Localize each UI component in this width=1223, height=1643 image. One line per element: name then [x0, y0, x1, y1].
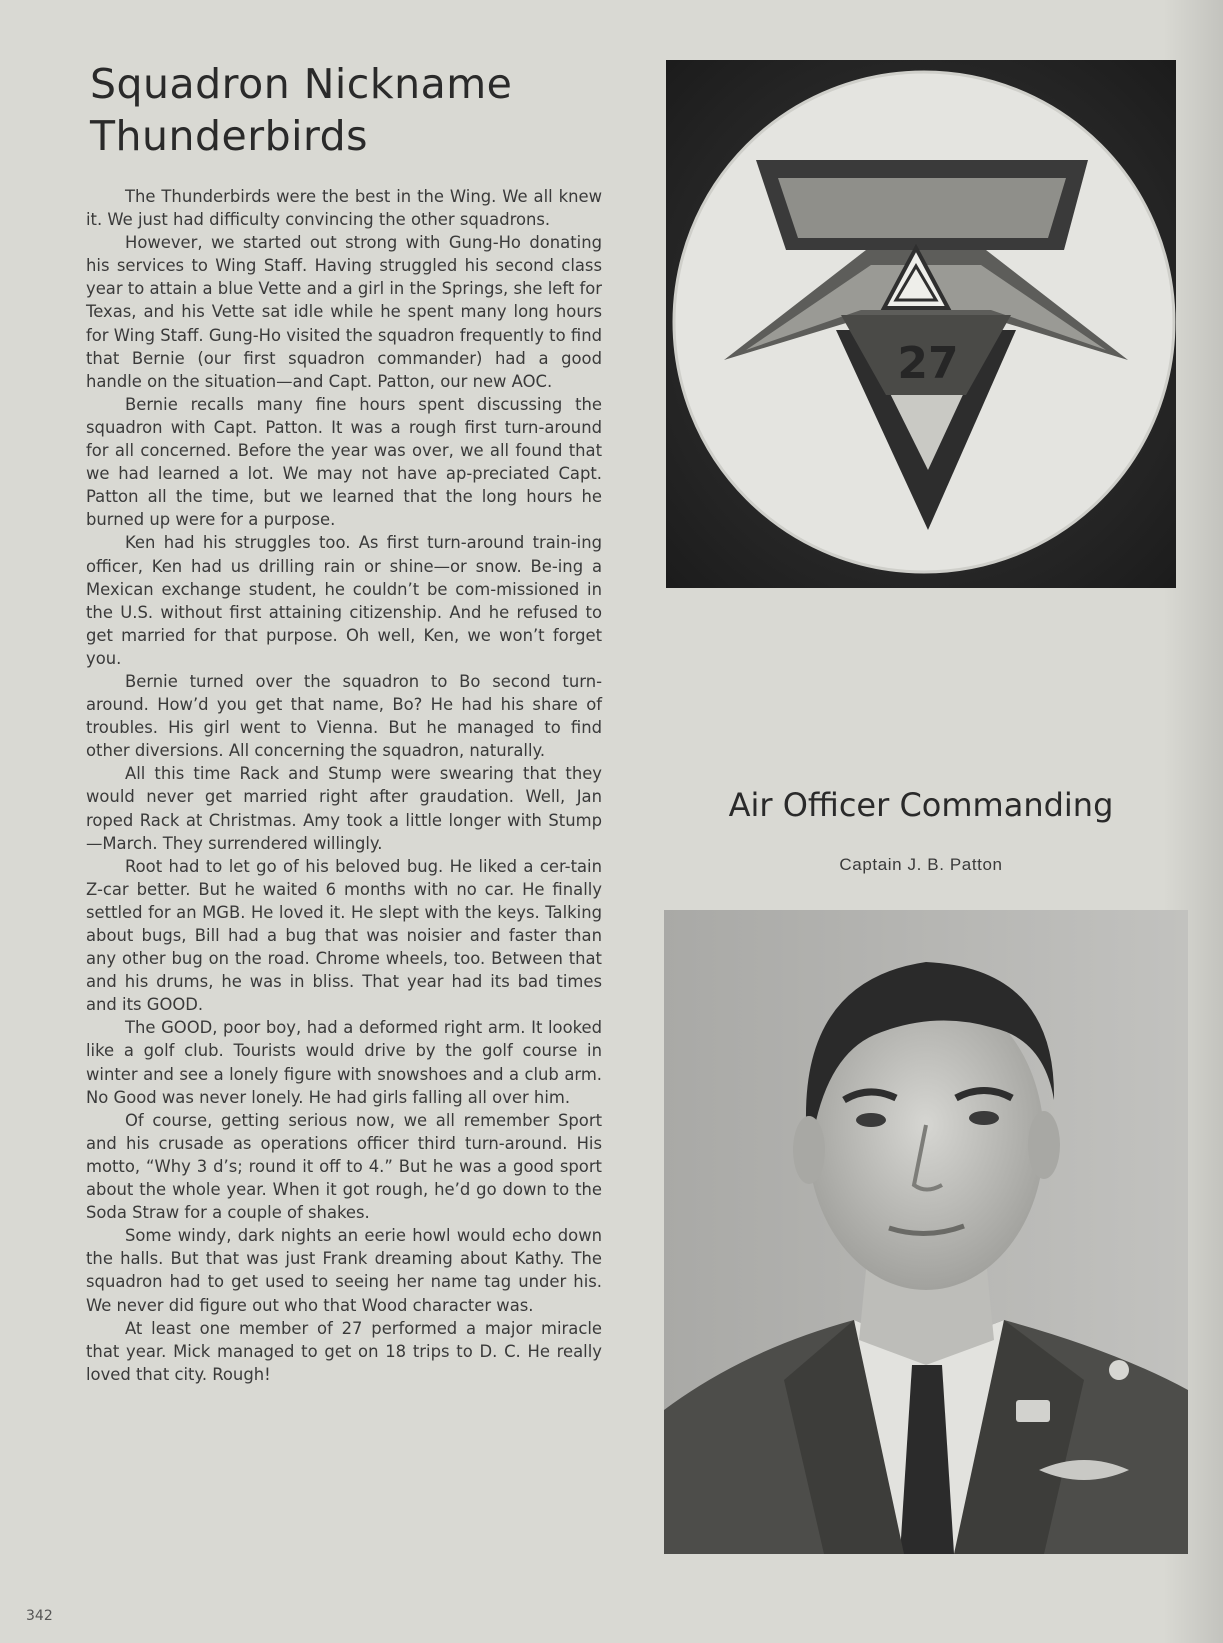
- article-body: [86, 185, 602, 1386]
- article-paragraph: At least one member of 27 performed a major miracle that year. Mick managed to get on 18 trips to D. C. He really loved that city. Rough!: [86, 1318, 602, 1384]
- squadron-patch-image: [666, 60, 1176, 588]
- article-heading: [90, 58, 610, 162]
- aoc-title: Air Officer Commanding: [728, 786, 1114, 824]
- article-paragraph: All this time Rack and Stump were swearing that they would never get married right after graudation. Well, Jan roped Rack at Christmas. Amy took a little longer with Stump—March. They surrendered willingly.: [86, 764, 602, 853]
- patch-number: 27: [897, 338, 959, 389]
- heading-line-nickname: Squadron Nickname: [90, 60, 513, 108]
- heading-line-thunderbirds: Thunderbirds: [90, 112, 369, 160]
- aoc-name-caption: Captain J. B. Patton: [839, 855, 1003, 874]
- article-paragraph: Root had to let go of his beloved bug. He liked a cer-tain Z-car better. But he waited 6 months with no car. He finally settled for an MGB. He loved it. He slept with the keys. Talking about bugs, Bill had a bug that was noisier and faster than any other bug on the road. Chrome wheels, too. Between that and his drums, he was in bliss. That year had its bad times and its GOOD.: [86, 856, 602, 1015]
- article-paragraph: Of course, getting serious now, we all remember Sport and his crusade as operations officer third turn-around. His motto, “Why 3 d’s; round it off to 4.” But he was a good sport about the whole year. When it got rough, he’d go down to the Soda Straw for a couple of shakes.: [86, 1110, 602, 1223]
- article-paragraph: Bernie turned over the squadron to Bo second turn-around. How’d you get that name, Bo? He had his share of troubles. His girl went to Vienna. But he managed to find other diversions. All concerning the squadron, naturally.: [86, 671, 602, 761]
- page-number: 342: [26, 1608, 53, 1624]
- article-paragraph: The GOOD, poor boy, had a deformed right arm. It looked like a golf club. Tourists would drive by the golf course in winter and see a lonely figure with snowshoes and a club arm. No Good was never lonely. He had girls falling all over him.: [86, 1018, 602, 1107]
- article-paragraph: However, we started out strong with Gung-Ho donating his services to Wing Staff. Having struggled his second class year to attain a blue Vette and a girl in the Springs, she left for Texas, and his Vette sat idle while he spent many long hours for Wing Staff. Gung-Ho visited the squadron frequently to find that Bernie (our first squadron commander) had a good handle on the situation—and Capt. Patton, our new AOC.: [86, 233, 602, 391]
- article-paragraph: Ken had his struggles too. As first turn-around train-ing officer, Ken had us drilling rain or shine—or snow. Be-ing a Mexican exchange student, he couldn’t be com-missioned in the U.S. without first attaining citizenship. And he refused to get married for that purpose. Oh well, Ken, we won’t forget you.: [86, 533, 602, 668]
- article-paragraph: The Thunderbirds were the best in the Wing. We all knew it. We just had difficulty convincing the other squadrons.: [86, 187, 602, 230]
- portrait-us-insignia: [1016, 1400, 1050, 1422]
- squadron-patch-photo: [666, 60, 1176, 588]
- article-paragraph: Some windy, dark nights an eerie howl would echo down the halls. But that was just Frank dreaming about Kathy. The squadron had to get used to seeing her name tag under his. We never did figure out who that Wood character was.: [86, 1226, 602, 1315]
- aoc-portrait-photo: [664, 910, 1188, 1554]
- aoc-portrait-image: [664, 910, 1188, 1554]
- article-paragraph: Bernie recalls many fine hours spent discussing the squadron with Capt. Patton. It was a rough first turn-around for all concerned. Before the year was over, we all found that we had learned a lot. We may not have ap-preciated Capt. Patton all the time, but we learned that the long hours he burned up were for a purpose.: [86, 394, 602, 530]
